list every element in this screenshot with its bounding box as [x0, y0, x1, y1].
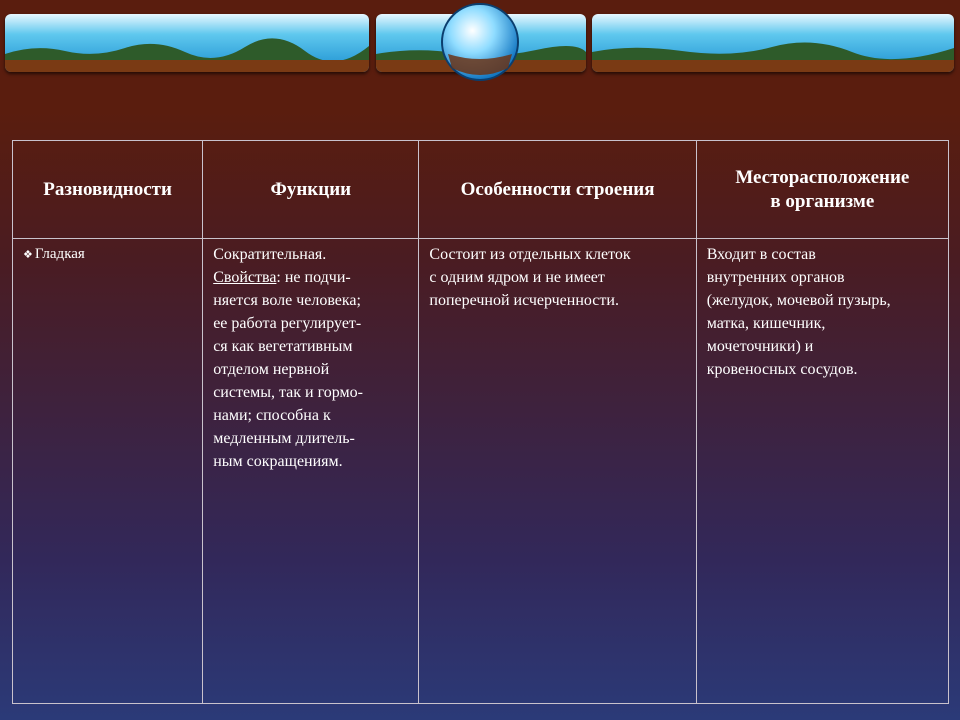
cell-functions — [203, 239, 419, 704]
cell-variety — [13, 239, 203, 704]
functions-line: системы, так и гормо- — [213, 384, 363, 401]
properties-rest: : не подчи- — [276, 269, 351, 286]
cell-location — [696, 239, 948, 704]
header-location-line1: Месторасположение — [735, 166, 910, 188]
header-structure: Особенности строения — [419, 141, 696, 239]
header-banner-right — [592, 14, 954, 72]
header-banner-left — [5, 14, 369, 72]
functions-line — [213, 266, 408, 289]
properties-label: Свойства — [213, 269, 277, 286]
functions-line: медленным длитель- — [213, 430, 355, 447]
table-header-row — [13, 141, 949, 239]
structure-line: Состоит из отдельных клеток — [429, 246, 631, 263]
functions-line: ным сокращениям. — [213, 453, 343, 470]
location-line: кровеносных сосудов. — [706, 361, 858, 378]
header-location-line2: в организме — [770, 190, 875, 212]
header-functions: Функции — [203, 141, 419, 239]
table-row — [13, 239, 949, 704]
comparison-table — [12, 140, 949, 704]
functions-line: ся как вегетативным — [213, 338, 353, 355]
location-line: Входит в состав — [706, 246, 816, 263]
header-location — [696, 141, 948, 239]
location-line: (желудок, мочевой пузырь, — [706, 292, 891, 309]
functions-line: Сократительная. — [213, 246, 327, 263]
structure-line: поперечной исчерченности. — [429, 292, 619, 309]
header-varieties: Разновидности — [13, 141, 203, 239]
globe-orb-icon — [438, 2, 522, 86]
location-line: внутренних органов — [706, 269, 845, 286]
functions-line: нами; способна к — [213, 407, 331, 424]
location-line: мочеточники) и — [706, 338, 814, 355]
functions-line: ее работа регулирует- — [213, 315, 362, 332]
cell-structure — [419, 239, 696, 704]
location-line: матка, кишечник, — [706, 315, 826, 332]
functions-line: отделом нервной — [213, 361, 330, 378]
variety-text: Гладкая — [34, 246, 85, 262]
diamond-bullet-icon: ❖ — [23, 249, 33, 261]
structure-line: с одним ядром и не имеет — [429, 269, 605, 286]
functions-line: няется воле человека; — [213, 292, 361, 309]
